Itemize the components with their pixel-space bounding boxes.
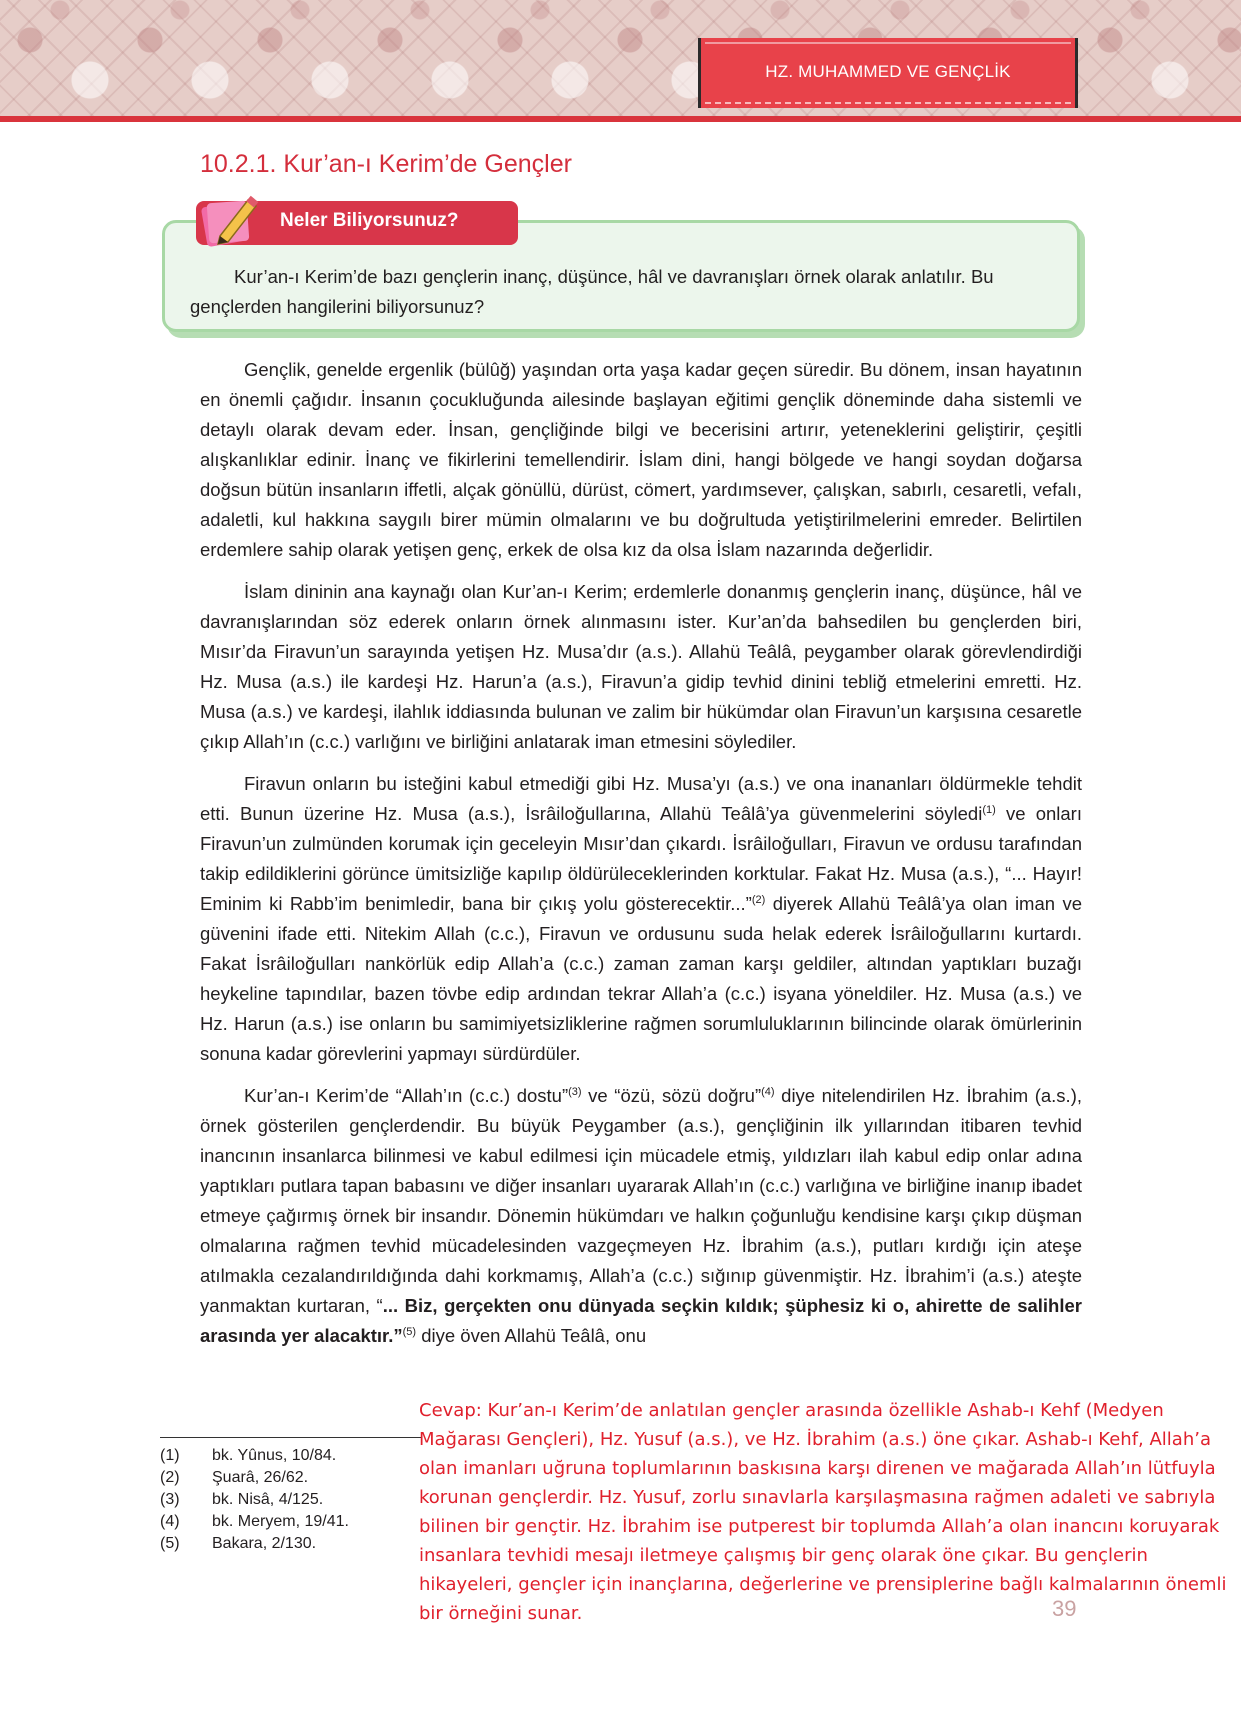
pencil-note-icon — [198, 192, 260, 250]
paragraph-text: Gençlik, genelde ergenlik (bülûğ) yaşından orta yaşa kadar geçen süredir. Bu dönem, insan hayatının en önemli çağıdır. İnsanın çocukluğunda ailesinde başlayan eğitimi gençlik döneminde daha sistemli ve detaylı olarak devam eder. İnsan, gençliğinde bilgi ve becerisini artırır, yeteneklerini geliştirir, çeşitli alışkanlıklar edinir. İnanç ve fikirlerini temellendirir. İslam dini, hangi bölgede ve hangi soydan doğarsa doğsun bütün insanların iffetli, alçak gönüllü, dürüst, cömert, yardımsever, çalışkan, sabırlı, cesaretli, vefalı, adaletli, kul hakkına saygılı birer mümin olmalarını ve bu doğrultuda yetiştirilmelerini emreder. Belirtilen erdemlere sahip olarak yetişen genç, erkek de olsa kız da olsa İslam nazarında değerlidir. — [200, 359, 1082, 560]
paragraph — [200, 1081, 1082, 1351]
footnote-ref: (3) — [568, 1085, 582, 1098]
paragraph-text: diyerek Allahü Teâlâ’ya olan iman ve güvenini ifade etti. Nitekim Allah (c.c.), Firavun ve ordusunu suda helak ederek İsrâiloğullarını kurtardı. Fakat İsrâiloğulları nankörlük edip Allah’a (c.c.) zaman zaman karşı geldiler, altından yaptıkları buzağı heykeline tapındılar, bazen tövbe edip ardından tekrar Allah’a (c.c.) isyana yöneldiler. Hz. Musa (a.s.) ve Hz. Harun (a.s.) ise onların bu samimiyetsizliklerine rağmen sorumluluklarının bilincinde olarak ömürlerinin sonuna kadar görevlerini yapmayı sürdürdüler. — [200, 893, 1082, 1064]
handwritten-answer: Cevap: Kur’an-ı Kerim’de anlatılan gençler arasında özellikle Ashab-ı Kehf (Medyen Mağarası Gençleri), Hz. Yusuf (a.s.), ve Hz. İbrahim (a.s.) öne çıkar. Ashab-ı Kehf, Allah’a olan imanları uğruna toplumlarının baskısına karşı direnen ve mağarada Allah’ın lütfuyla korunan gençlerdir. Hz. Yusuf, zorlu sınavlarla karşılaşmasına rağmen adaleti ve sabrıyla bilinen bir gençtir. Hz. İbrahim ise putperest bir toplumda Allah’a olan inancını koruyarak insanlara tevhidi mesajı iletmeye çalışmış bir genç olarak öne çıkar. Bu gençlerin hikayeleri, gençler için inançlarına, değerlerine ve prensiplerine bağlı kalmalarının önemli bir örneğini sunar. — [419, 1400, 1227, 1624]
footnote-ref: (2) — [751, 893, 766, 906]
footnote — [160, 1511, 349, 1533]
info-box-question: Kur’an-ı Kerim’de bazı gençlerin inanç, düşünce, hâl ve davranışları örnek olarak anlatılır. Bu gençlerden hangilerini biliyorsunuz? — [190, 266, 994, 317]
footnote-divider — [160, 1437, 422, 1438]
header-dashed-line — [705, 102, 1071, 104]
paragraph — [200, 769, 1082, 1069]
footnote — [160, 1489, 349, 1511]
footnote-number: (2) — [160, 1469, 180, 1486]
section-title: 10.2.1. Kur’an-ı Kerim’de Gençler — [200, 150, 572, 178]
footnote-number: (3) — [160, 1491, 180, 1508]
footnote — [160, 1445, 349, 1467]
paragraph-text: diye öven Allahü Teâlâ, onu — [416, 1325, 647, 1346]
paragraph-text: İslam dininin ana kaynağı olan Kur’an-ı Kerim; erdemlerle donanmış gençlerin inanç, düşünce, hâl ve davranışlarından söz ederek onların örnek alınmasını ister. Kur’an’da bahsedilen bu gençlerden biri, Mısır’da Firavun’un sarayında yetişen Hz. Musa’dır (a.s.). Allahü Teâlâ, peygamber olarak görevlendirdiği Hz. Musa (a.s.) ile kardeşi Hz. Harun’a (a.s.), Firavun’a gidip tevhid dinini tebliğ etmelerini emretti. Hz. Musa (a.s.) ve kardeşi, ilahlık iddiasında bulunan ve zalim bir hükümdar olan Firavun’un karşısına cesaretle çıkıp Allah’ın (c.c.) varlığını ve birliğini anlatarak iman etmesini söylediler. — [200, 581, 1082, 752]
header-top-line — [705, 42, 1071, 44]
footnotes — [160, 1445, 349, 1555]
paragraph-text: Kur’an-ı Kerim’de “Allah’ın (c.c.) dostu” — [244, 1085, 569, 1106]
footnote-number: (1) — [160, 1447, 180, 1464]
banner-divider — [0, 116, 1241, 122]
footnote-reference: Bakara, 2/130. — [212, 1535, 317, 1552]
footnote-reference: Şuarâ, 26/62. — [212, 1469, 309, 1486]
footnote-ref: (1) — [982, 803, 996, 816]
info-box-tag: Neler Biliyorsunuz? — [196, 201, 518, 245]
paragraph-text: ve onları Firavun’un zulmünden korumak için geceleyin Mısır’dan çıkardı. İsrâiloğulları, Firavun ve ordusu tarafından takip edildiklerini görünce ümitsizliğe kapılıp öldürüleceklerinden korktular. Fakat Hz. Musa (a.s.), “... Hayır! Eminim ki Rabb’im benimledir, bana bir çıkış yolu gösterecektir...” — [200, 803, 1082, 914]
chapter-header — [698, 38, 1078, 108]
page-number: 39 — [1052, 1596, 1077, 1621]
footnote-ref: (5) — [402, 1325, 417, 1338]
main-text — [200, 355, 1082, 1363]
paragraph-text: ve “özü, sözü doğru” — [581, 1085, 762, 1106]
footnote-number: (5) — [160, 1535, 180, 1552]
paragraph — [200, 355, 1082, 565]
footnote-number: (4) — [160, 1513, 180, 1530]
footnote-reference: bk. Nisâ, 4/125. — [212, 1491, 324, 1508]
footnote-ref: (4) — [761, 1085, 775, 1098]
paragraph-text: diye nitelendirilen Hz. İbrahim (a.s.), örnek gösterilen gençlerdendir. Bu büyük Peygamber (a.s.), gençliğinin ilk yıllarından itibaren tevhid inancının insanlarca bilinmesi ve kabul edilmesi için mücadele etmiş, yıldızları ilah kabul edip onlar adına yaptıkları putlara tapan babasını ve diğer insanları uyararak Allah’ın (c.c.) varlığına ve birliğine inanıp ibadet etmeye çağırmış örnek bir insandır. Dönemin hükümdarı ve halkın çoğunluğu kendisine karşı çıkıp düşman olmalarına rağmen tevhid mücadelesinden vazgeçmeyen Hz. İbrahim (a.s.), putları kırdığı için ateşe atılmakla cezalandırıldığında dahi korkmamış, Allah’a (c.c.) sığınıp güvenmiştir. Hz. İbrahim’i (a.s.) ateşte yanmaktan kurtaran, “ — [200, 1085, 1082, 1316]
quoted-verse: ... Biz, gerçekten onu dünyada seçkin kıldık; şüphesiz ki o, ahirette de salihler arasında yer alacaktır.” — [200, 1295, 1082, 1346]
footnote — [160, 1533, 349, 1555]
info-box-text — [190, 262, 1060, 322]
chapter-title: HZ. MUHAMMED VE GENÇLİK — [765, 62, 1011, 81]
footnote — [160, 1467, 349, 1489]
paragraph-text: Firavun onların bu isteğini kabul etmediği gibi Hz. Musa’yı (a.s.) ve ona inananları öldürmekle tehdit etti. Bunun üzerine Hz. Musa (a.s.), İsrâiloğullarına, Allahü Teâlâ’ya güvenmelerini söyledi — [200, 773, 1082, 824]
footnote-reference: bk. Meryem, 19/41. — [212, 1513, 349, 1530]
paragraph — [200, 577, 1082, 757]
footnote-reference: bk. Yûnus, 10/84. — [212, 1447, 337, 1464]
